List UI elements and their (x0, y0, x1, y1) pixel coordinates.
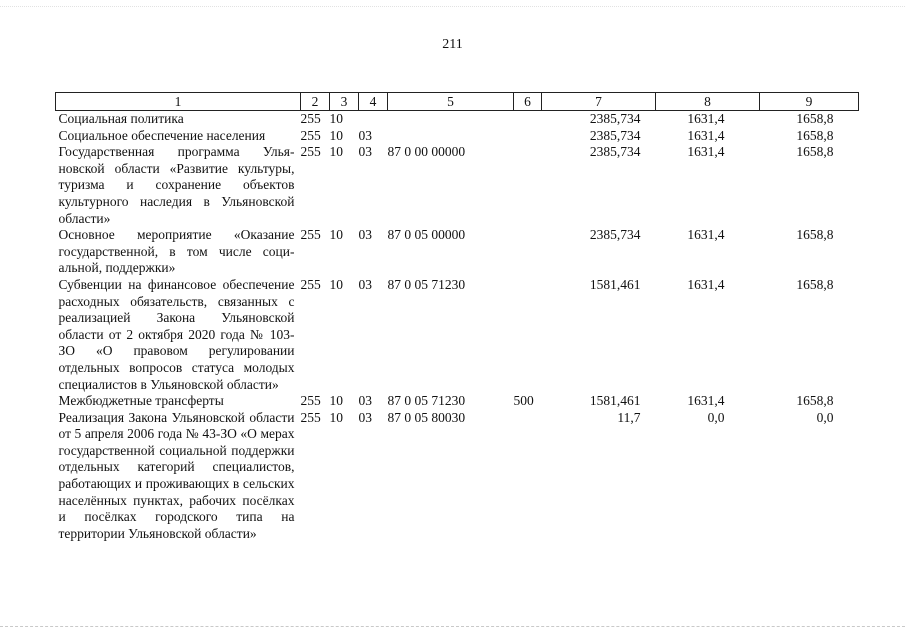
row-cell-c8: 1631,4 (687, 393, 725, 409)
table-row (56, 144, 859, 227)
row-cell-c7: 2385,734 (589, 144, 641, 160)
row-cell-c7: 1581,461 (589, 393, 641, 409)
row-cell-c2: 255 (300, 393, 321, 409)
row-cell-c9: 1658,8 (796, 393, 834, 409)
row-name: Социальное обеспечение населения (58, 127, 266, 143)
header-col-4: 4 (359, 93, 388, 111)
row-cell-c7: 2385,734 (589, 227, 641, 243)
row-cell-c5: 87 0 05 71230 (387, 276, 466, 292)
row-cell-c9: 0,0 (816, 409, 834, 425)
row-cell-c6 (514, 277, 542, 393)
row-name: Основное мероприятие «Оказание государственной, в том числе социальной, поддержки» (58, 227, 295, 276)
row-cell-c4: 03 (358, 144, 372, 160)
row-cell-c2: 255 (300, 227, 321, 243)
row-cell-c4 (359, 111, 388, 128)
table-row (56, 111, 859, 128)
row-name: Субвенции на финансовое обеспечение расходных обязательств, связанных с реализацией Закона Ульяновской области от 2 октября 2020 года № 103-ЗО «О правовом регулировании отдельных вопросов статуса молодых специалистов в Ульяновской области» (58, 276, 295, 392)
budget-table (55, 92, 859, 542)
row-cell-c4: 03 (358, 127, 372, 143)
table-row (56, 410, 859, 543)
row-cell-c8: 1631,4 (687, 227, 725, 243)
row-cell-c9: 1658,8 (796, 111, 834, 126)
row-cell-c2: 255 (300, 144, 321, 160)
row-cell-c2: 255 (300, 111, 321, 126)
table-row (56, 128, 859, 145)
header-row (56, 93, 859, 111)
row-cell-c9: 1658,8 (796, 127, 834, 143)
header-col-9: 9 (760, 93, 859, 111)
row-cell-c6 (514, 227, 542, 277)
row-cell-c9: 1658,8 (796, 227, 834, 243)
row-cell-c7: 2385,734 (589, 111, 641, 126)
table-row (56, 393, 859, 410)
row-cell-c8: 1631,4 (687, 276, 725, 292)
table-row (56, 277, 859, 393)
scan-edge (0, 6, 905, 7)
header-col-6: 6 (514, 93, 542, 111)
row-cell-c9: 1658,8 (796, 276, 834, 292)
row-cell-c6 (514, 128, 542, 145)
header-col-1: 1 (56, 93, 301, 111)
row-cell-c3: 10 (329, 127, 343, 143)
row-name: Реализация Закона Ульяновской области от 5 апреля 2006 года № 43-ЗО «О мерах государственной социальной поддержки отдельных категорий специалистов, работающих и проживающих в сельских населённых пунктах, рабочих посёлках и посёлках городского типа на территории Ульяновской области» (58, 409, 295, 541)
row-cell-c2: 255 (300, 409, 321, 425)
row-cell-c4: 03 (358, 393, 372, 409)
row-cell-c8: 1631,4 (687, 144, 725, 160)
row-cell-c4: 03 (358, 276, 372, 292)
row-name: Государственная программа Ульяновской области «Развитие культуры, туризма и сохранение объектов культурного наследия в Ульяновской области» (58, 144, 295, 226)
row-cell-c6: 500 (513, 393, 534, 409)
scan-bottom-edge (0, 626, 905, 627)
row-cell-c3: 10 (329, 111, 343, 126)
row-cell-c3: 10 (329, 227, 343, 243)
row-cell-c6 (514, 111, 542, 128)
row-cell-c3: 10 (329, 393, 343, 409)
row-cell-c2: 255 (300, 127, 321, 143)
row-cell-c4: 03 (358, 227, 372, 243)
row-name: Межбюджетные трансферты (58, 393, 224, 409)
row-cell-c5 (388, 128, 514, 145)
row-cell-c3: 10 (329, 276, 343, 292)
row-cell-c9: 1658,8 (796, 144, 834, 160)
row-cell-c8: 1631,4 (687, 111, 725, 126)
row-cell-c3: 10 (329, 409, 343, 425)
header-col-3: 3 (330, 93, 359, 111)
row-cell-c5: 87 0 00 00000 (387, 144, 466, 160)
row-name: Социальная политика (58, 111, 184, 126)
header-col-2: 2 (301, 93, 330, 111)
row-cell-c8: 0,0 (707, 409, 725, 425)
row-cell-c6 (514, 410, 542, 543)
header-col-7: 7 (542, 93, 656, 111)
row-cell-c7: 11,7 (617, 409, 641, 425)
row-cell-c5 (388, 111, 514, 128)
row-cell-c3: 10 (329, 144, 343, 160)
row-cell-c4: 03 (358, 409, 372, 425)
row-cell-c5: 87 0 05 00000 (387, 227, 466, 243)
row-cell-c6 (514, 144, 542, 227)
page-number: 211 (442, 37, 463, 52)
header-col-8: 8 (656, 93, 760, 111)
row-cell-c8: 1631,4 (687, 127, 725, 143)
row-cell-c2: 255 (300, 276, 321, 292)
row-cell-c5: 87 0 05 71230 (387, 393, 466, 409)
row-cell-c7: 1581,461 (589, 276, 641, 292)
table-row (56, 227, 859, 277)
row-cell-c7: 2385,734 (589, 127, 641, 143)
row-cell-c5: 87 0 05 80030 (387, 409, 466, 425)
header-col-5: 5 (388, 93, 514, 111)
